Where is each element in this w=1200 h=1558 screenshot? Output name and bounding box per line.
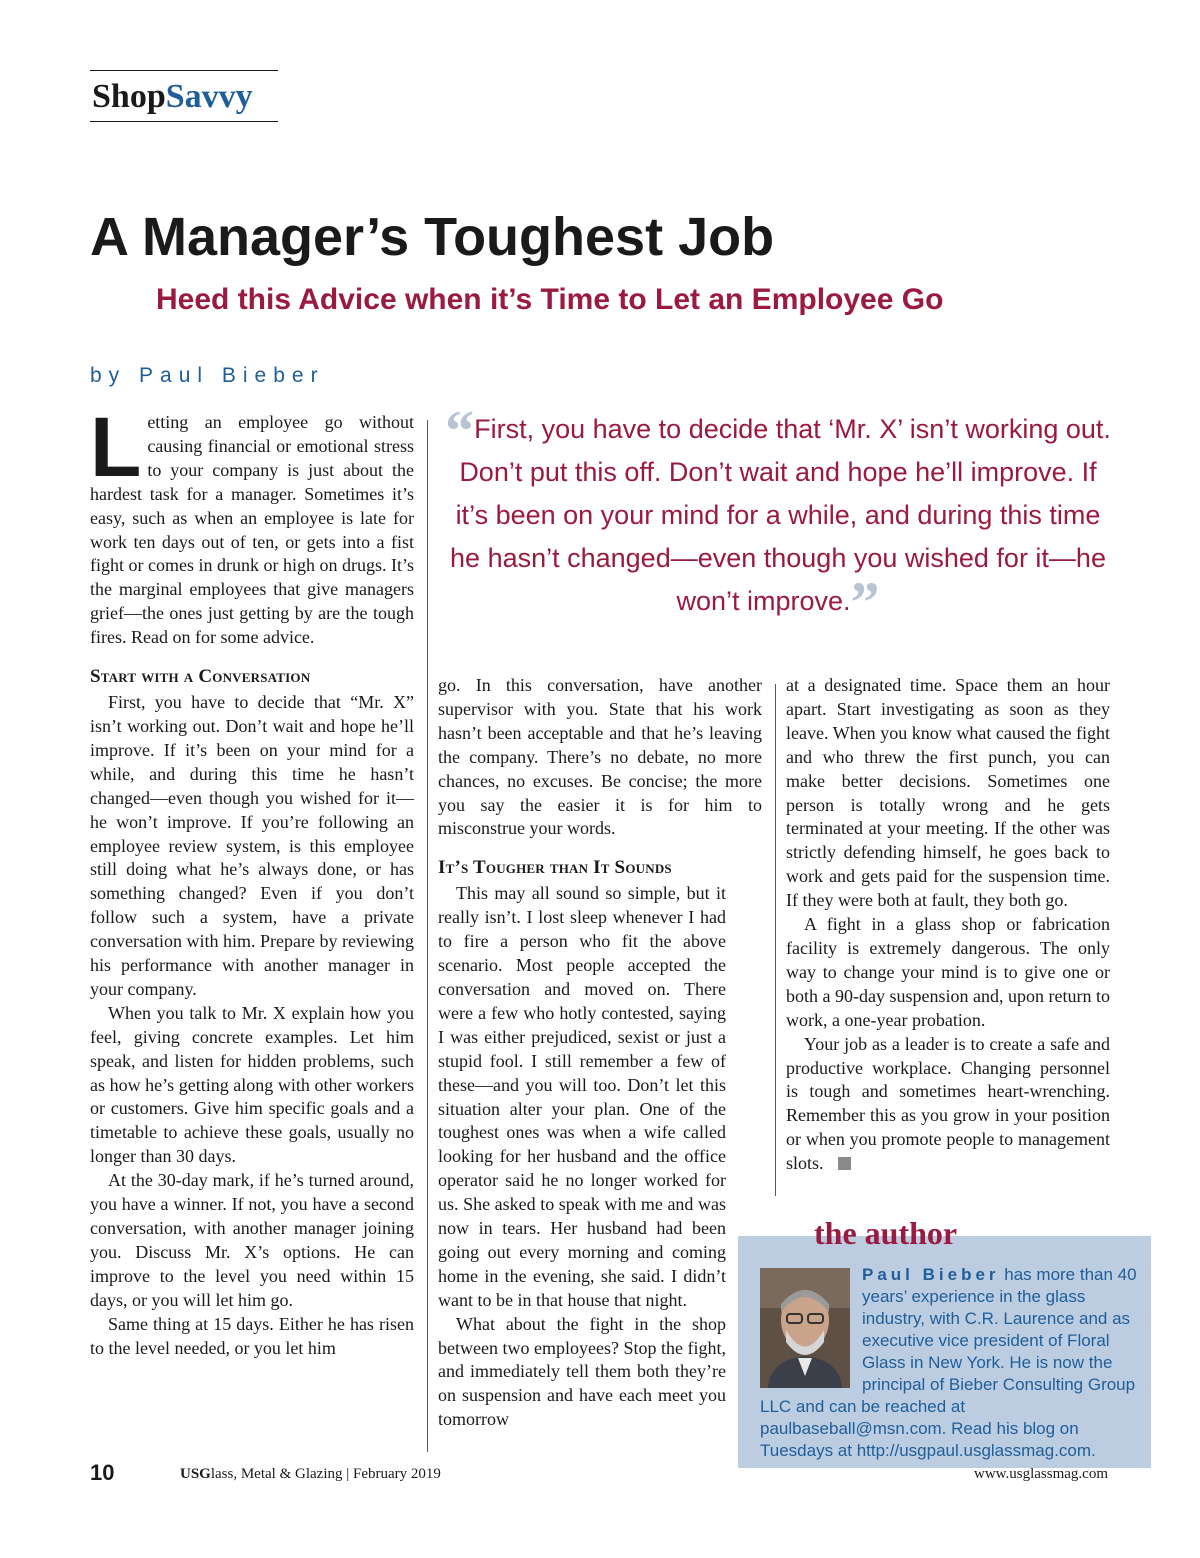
column-divider-2 bbox=[775, 684, 776, 1196]
section-heading-tougher: It’s Tougher than It Sounds bbox=[438, 857, 672, 879]
closing-text: Your job as a leader is to create a safe and productive workplace. Changing personnel is tough and sometimes heart-wrenching. Remember this as you grow in your position or when you promote people to management slots. bbox=[786, 1033, 1110, 1174]
body-paragraph: Same thing at 15 days. Either he has risen to the level needed, or you let him bbox=[90, 1313, 414, 1358]
byline: by Paul Bieber bbox=[90, 364, 325, 387]
body-paragraph bbox=[786, 1033, 1110, 1176]
body-paragraph: at a designated time. Space them an hour apart. Start investigating as soon as they leave. When you know what caused the fight and who threw the first punch, you can make better decisions. Sometimes one person is totally wrong and he gets terminated at your meeting. If the other was strictly defending himself, he goes back to work and gets paid for the suspension time. If they were both at fault, they both go. bbox=[786, 675, 1110, 911]
pull-quote-text: First, you have to decide that ‘Mr. X’ isn’t working out. Don’t put this off. Don’t wait and hope he’ll improve. If it’s been on your mind for a while, and during this time he hasn’t changed—even though you wished for it—he won’t improve. bbox=[450, 414, 1111, 616]
website-url: www.usglassmag.com bbox=[973, 1466, 1108, 1482]
body-paragraph: This may all sound so simple, but it really isn’t. I lost sleep whenever I had to fire a person who fit the above scenario. Most people accepted the conversation and moved on. There were a few who hotly contested, saying I was either prejudiced, sexist or just a stupid fool. I still remember a few of these—and you will too. Don’t let this situation alter your plan. One of the toughest ones was when a wife called looking for her husband and the office operator said he no longer worked for us. She asked to speak with me and was now in tears. Her husband had been going out every morning and coming home in the evening, she said. I didn’t want to be in that house that night. bbox=[438, 883, 726, 1310]
close-quote-icon: ” bbox=[850, 570, 880, 635]
body-paragraph: go. In this conversation, have another supervisor with you. State that his work hasn’t been acceptable and that he’s leaving the company. There’s no debate, no more chances, no excuses. Be concise; the more you say the easier it is for him to misconstrue your words. bbox=[438, 675, 762, 839]
column-1 bbox=[90, 400, 414, 1360]
section-label-shop: Shop bbox=[92, 78, 166, 115]
author-bio-text: has more than 40 years’ experience in the glass industry, with C.R. Laurence and as executive vice president of Floral Glass in New York. He is now the principal of Bieber Consulting Group LLC and can be reached at paulbaseball@msn.com. Read his blog on Tuesdays at http://usgpaul.usglassmag.com. bbox=[760, 1265, 1137, 1460]
body-paragraph: What about the fight in the shop between two employees? Stop the fight, and immediately tell them both they’re on suspension and have each meet you tomorrow bbox=[438, 1313, 726, 1430]
publication-name-rest: lass, Metal & Glazing | February 2019 bbox=[210, 1466, 441, 1482]
section-header bbox=[90, 70, 278, 122]
column-divider-1 bbox=[427, 420, 428, 1452]
column-2 bbox=[438, 674, 762, 1432]
open-quote-icon: “ bbox=[445, 398, 475, 463]
publication-info bbox=[180, 1466, 441, 1483]
end-mark-icon bbox=[838, 1157, 851, 1170]
publication-name-bold: USG bbox=[180, 1466, 211, 1482]
author-portrait-icon bbox=[760, 1268, 850, 1388]
intro-paragraph bbox=[90, 400, 414, 650]
pull-quote bbox=[440, 398, 1116, 635]
page-footer bbox=[0, 1458, 1200, 1494]
section-label-savvy: Savvy bbox=[165, 78, 253, 115]
author-photo bbox=[760, 1268, 850, 1388]
author-name: Paul Bieber bbox=[862, 1265, 1000, 1284]
intro-text: etting an employee go without causing financial or emotional stress to your company is just about the hardest task for a manager. Sometimes it’s easy, such as when an employee is late for work ten days out of ten, or gets into a fist fight or comes in drunk or high on drugs. It’s the marginal employees that give managers grief—the ones just getting by are the tough fires. Read on for some advice. bbox=[90, 412, 414, 648]
section-rule-bottom bbox=[90, 121, 278, 122]
body-paragraph: First, you have to decide that “Mr. X” isn’t working out. Don’t wait and hope he’ll improve. If it’s been on your mind for a while, and during this time he hasn’t changed—even though you wished for it—he won’t improve. If you’re following an employee review system, is this employee still doing what he’s always done, or has something changed? Even if you don’t follow such a system, have a private conversation with him. Prepare by reviewing his performance with another manager in your company. bbox=[90, 692, 414, 999]
column-3 bbox=[786, 674, 1110, 1176]
article-subtitle: Heed this Advice when it’s Time to Let an Employee Go bbox=[156, 283, 944, 316]
page-number: 10 bbox=[90, 1460, 115, 1485]
body-paragraph: At the 30-day mark, if he’s turned around, you have a winner. If not, you have a second conversation, with another manager joining you. Discuss Mr. X’s options. He can improve to the level you need within 15 days, or you will let him go. bbox=[90, 1170, 414, 1310]
body-paragraph: A fight in a glass shop or fabrication facility is extremely dangerous. The only way to change your mind is to give one or both a 90-day suspension and, upon return to work, a one-year probation. bbox=[786, 914, 1110, 1030]
author-heading: the author bbox=[814, 1215, 958, 1251]
drop-cap: L bbox=[90, 400, 142, 494]
section-heading-conversation: Start with a Conversation bbox=[90, 666, 311, 688]
author-box bbox=[738, 1236, 1151, 1468]
body-paragraph: When you talk to Mr. X explain how you feel, giving concrete examples. Let him speak, and listen for hidden problems, such as how he’s getting along with other workers or customers. Give him specific goals and a timetable to achieve these goals, usually no longer than 30 days. bbox=[90, 1002, 414, 1167]
article-title: A Manager’s Toughest Job bbox=[90, 207, 775, 267]
author-bio bbox=[760, 1264, 1144, 1462]
section-label bbox=[90, 71, 278, 121]
